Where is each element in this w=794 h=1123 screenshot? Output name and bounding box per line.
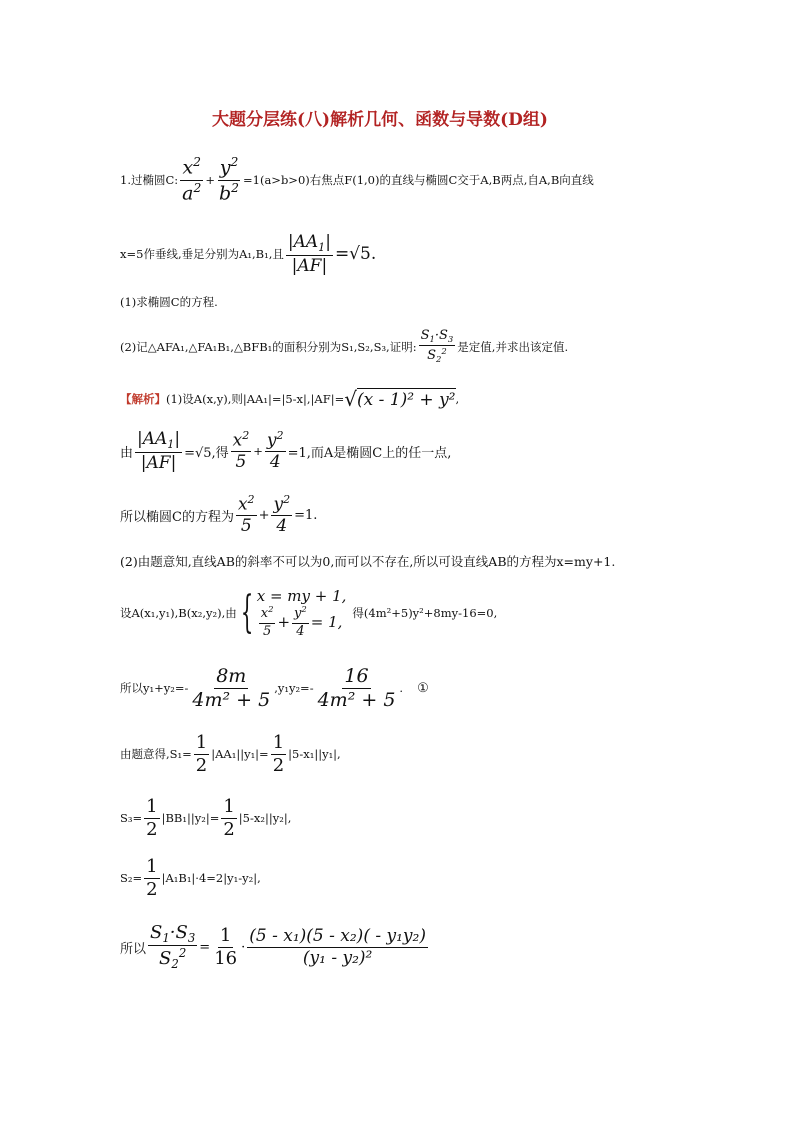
solution-line6	[120, 658, 429, 718]
solution-line8-mid: |BB₁||y₂|=	[161, 811, 220, 825]
solution-line1: 【解析】 (1)设A(x,y),则|AA₁|=|5-x|,|AF|= √ (x - 1)² + y² ,	[120, 387, 460, 411]
solution-line6-prefix: 所以y₁+y₂=-	[120, 681, 189, 695]
aa1-over-af-fraction-2: $\frac{|AA_1|}{|AF|}$	[137, 428, 181, 473]
q1-part2-prefix: (2)记△AFA₁,△FA₁B₁,△BFB₁的面积分别为S₁,S₂,S₃,证明:	[120, 340, 417, 354]
half-fraction-3: $\frac{1}{2}$	[146, 795, 158, 840]
solution-line10-prefix: 所以	[120, 941, 147, 957]
solution-line8-suffix: |5-x₂||y₂|,	[238, 811, 292, 825]
half-fraction-2: $\frac{1}{2}$	[272, 731, 285, 776]
sqrt-icon: √	[344, 387, 357, 411]
sum-fraction: $\frac{8m}{\text{4m² + 5}}$	[192, 664, 271, 711]
solution-line10-dot: ·	[241, 939, 246, 955]
solution-line4: (2)由题意知,直线AB的斜率不可以为0,而可以不存在,所以可设直线AB的方程为x=my+1.	[120, 554, 616, 569]
q1-line1-text: =1(a>b>0)右焦点F(1,0)的直线与椭圆C交于A,B两点,自A,B向直线	[243, 173, 594, 187]
solution-line3: 所以椭圆C的方程为 $\frac{x^2}{5}$ + $\frac{y^2}{4}$ =1.	[120, 493, 318, 537]
q1-line1: 1.过椭圆C: $\frac{x^2}{a^2}$ + $\frac{y^2}{b^2}$ =1(a>b>0)右焦点F(1,0)的直线与椭圆C交于A,B两点,自A,B向直线	[120, 155, 594, 204]
solution-line10	[120, 912, 430, 982]
solution-line9-prefix: S₂=	[120, 871, 143, 885]
solution-tag: 【解析】	[120, 392, 166, 406]
circled-one-marker: ①	[417, 680, 429, 696]
x2-over-a2-fraction: $\frac{x^2}{a^2}$	[182, 155, 202, 204]
solution-line5-suffix: 得(4m²+5)y²+8my-16=0,	[352, 606, 498, 620]
solution-line2-mid: =√5,得	[184, 445, 229, 461]
solution-line3-prefix: 所以椭圆C的方程为	[120, 509, 234, 525]
q1-part1: (1)求椭圆C的方程.	[120, 295, 218, 309]
solution-line8	[120, 790, 291, 846]
x2-over-5-fraction: $\frac{x^2}{5}$	[232, 429, 250, 473]
solution-line6-suffix: .	[399, 681, 404, 695]
q1-line1-prefix: 1.过椭圆C:	[120, 173, 179, 187]
half-fraction: $\frac{1}{2}$	[195, 731, 208, 776]
solution-line2: 由 $\frac{|AA_1|}{|AF|}$ =√5,得 $\frac{x^2}{5}$ + $\frac{y^2}{4}$ =1,而A是椭圆C上的任一点,	[120, 428, 452, 473]
solution-line1-text: (1)设A(x,y),则|AA₁|=|5-x|,|AF|=	[166, 392, 345, 406]
q1-line2-suffix: =√5.	[334, 244, 377, 264]
y2-over-4-fraction: $\frac{y^2}{4}$	[266, 429, 284, 473]
solution-line7-mid: |AA₁||y₁|=	[211, 747, 269, 761]
page-title: 大题分层练(八)解析几何、函数与导数(D组)	[212, 110, 548, 130]
q1-line2	[120, 226, 376, 282]
s1s3-over-s2sq-fraction: $\frac{S_1\cdot S_3}{S_2^2}$	[420, 328, 454, 365]
system-eq2-rhs: = 1,	[310, 613, 343, 631]
q1-line2-prefix: x=5作垂线,垂足分别为A₁,B₁,且	[120, 247, 284, 261]
equation-system	[257, 587, 347, 639]
y2-over-b2-fraction: $\frac{y^2}{b^2}$	[218, 155, 240, 204]
solution-line10-eq: =	[199, 939, 211, 955]
final-fraction: $\frac{\text{(5 - x₁)(5 - x₂)( - y₁y₂)}}{\text{(y₁ - y₂)²}}$	[249, 925, 426, 968]
half-fraction-4: $\frac{1}{2}$	[223, 795, 235, 840]
solution-line2-prefix: 由	[120, 445, 134, 461]
solution-line9	[120, 850, 261, 906]
q1-part2	[120, 318, 568, 376]
half-fraction-5: $\frac{1}{2}$	[146, 855, 158, 900]
solution-line5-prefix: 设A(x₁,y₁),B(x₂,y₂),由	[120, 606, 237, 620]
system-eq1: x = my + 1,	[256, 587, 347, 606]
solution-line7-prefix: 由题意得,S₁=	[120, 747, 192, 761]
solution-line5	[120, 582, 497, 644]
solution-line6-mid: ,y₁y₂=-	[274, 681, 314, 695]
ratio-fraction: $\frac{S_1\cdot S_3}{S_2^2}$	[150, 921, 196, 972]
y2-over-4-fraction-2: $\frac{y^2}{4}$	[273, 493, 291, 537]
solution-line3-suffix: =1.	[294, 507, 318, 523]
solution-line8-prefix: S₃=	[120, 811, 143, 825]
solution-line9-suffix: |A₁B₁|·4=2|y₁-y₂|,	[161, 871, 261, 885]
brace-icon: {	[240, 587, 254, 638]
system-eq2: $\frac{x^2}{5}$ + $\frac{y^2}{4}$ = 1,	[260, 604, 343, 639]
one-sixteenth-fraction: $\frac{1}{16}$	[214, 924, 238, 969]
x2-over-5-fraction-2: $\frac{x^2}{5}$	[237, 493, 255, 537]
solution-line7	[120, 726, 341, 782]
solution-line2-suffix: =1,而A是椭圆C上的任一点,	[287, 445, 452, 461]
product-fraction: $\frac{16}{\text{4m² + 5}}$	[317, 664, 396, 711]
aa1-over-af-fraction: $\frac{|AA_1|}{|AF|}$	[287, 231, 331, 276]
sqrt-radicand: (x - 1)² + y²	[356, 390, 456, 410]
q1-part2-suffix: 是定值,并求出该定值.	[457, 340, 569, 354]
solution-line7-suffix: |5-x₁||y₁|,	[288, 747, 341, 761]
